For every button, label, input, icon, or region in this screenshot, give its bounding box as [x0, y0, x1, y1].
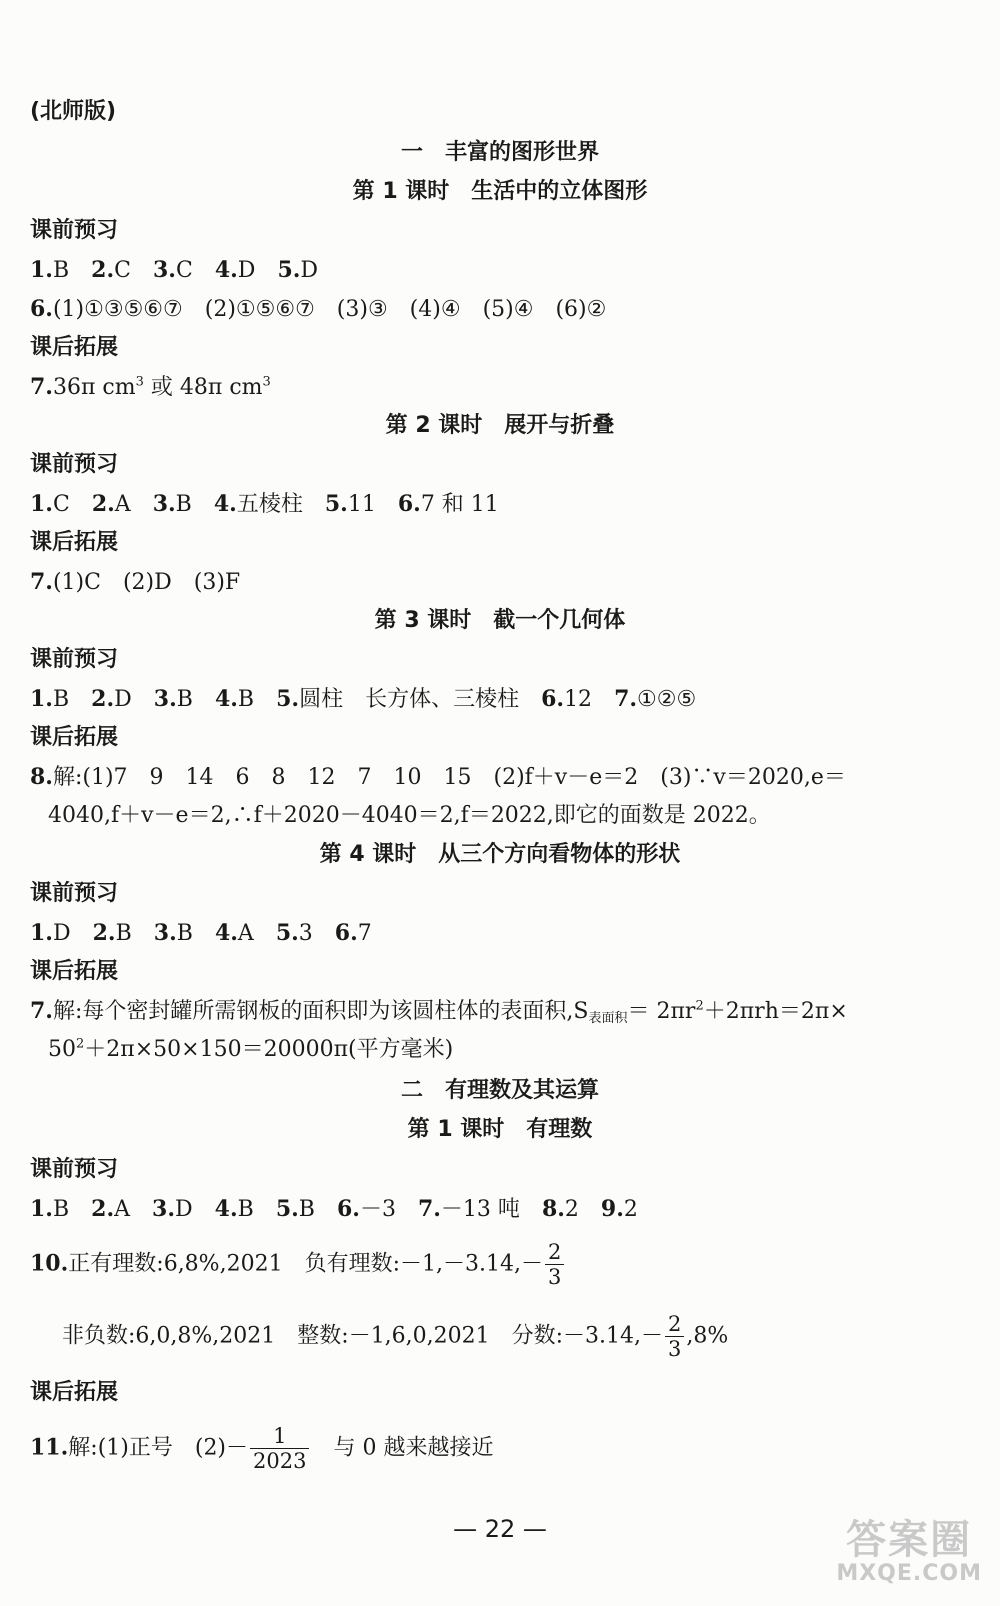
fraction: $\frac{1}{2023}$ [250, 1424, 309, 1473]
site-watermark: 答案圈 MXQE.COM [836, 1517, 982, 1586]
answer-row-continued: $50^2+2\pi\times 50\times 150=20000\pi$(平方毫米) [48, 1036, 454, 1062]
section-pre-study: 课前预习 [30, 218, 119, 243]
fraction: $\frac{2}{3}$ [545, 1240, 564, 1289]
answer-row-continued: 4040,f＋v－e＝2,∴f＋2020－4040＝2,f＝2022,即它的面数是 2022。 [48, 803, 771, 828]
answer-row: 1.B 2.A 3.D 4.B 5.B 6.－3 7.－13 吨 8.2 9.2 [30, 1196, 638, 1222]
answer-row: 7.解:每个密封罐所需钢板的面积即为该圆柱体的表面积$,S_{表面积}= 2\pi r^2+2\pi rh=2\pi\times$ [30, 998, 848, 1026]
answer-row: 10.正有理数:6,8%,2021 负有理数:－1,－3.14,－ $\frac{2}{3}$ [30, 1240, 566, 1289]
answer-row: 1.B 2.C 3.C 4.D 5.D [30, 257, 319, 283]
lesson-title: 第 4 课时 从三个方向看物体的形状 [319, 842, 681, 867]
edition-label: (北师版) [30, 99, 117, 124]
fraction: $\frac{2}{3}$ [665, 1312, 684, 1361]
answer-row: 7.36π $cm^3$ 或 48π $cm^3$ [30, 374, 271, 400]
lesson-title: 第 1 课时 生活中的立体图形 [352, 179, 648, 204]
section-post-extension: 课后拓展 [30, 335, 119, 360]
answer-row: 7.(1)C (2)D (3)F [30, 569, 241, 595]
chapter-2-title: 二 有理数及其运算 [400, 1078, 599, 1103]
answer-row: 8.解:(1)7 9 14 6 8 12 7 10 15 (2)f＋v－e＝2 (3)∵v＝2020,e＝ [30, 764, 846, 790]
section-pre-study: 课前预习 [30, 881, 119, 906]
section-post-extension: 课后拓展 [30, 959, 119, 984]
lesson-title: 第 3 课时 截一个几何体 [374, 608, 626, 633]
answer-row-continued: 非负数:6,0,8%,2021 整数:－1,6,0,2021 分数:－3.14,－ $\frac{2}{3}$ ,8% [62, 1312, 729, 1361]
answer-row: 11.解:(1)正号 (2)－ $\frac{1}{2023}$ 与 0 越来越接近 [30, 1424, 494, 1473]
lesson-title: 第 1 课时 有理数 [407, 1117, 593, 1142]
page-number: — 22 — [453, 1515, 547, 1543]
section-post-extension: 课后拓展 [30, 725, 119, 750]
section-post-extension: 课后拓展 [30, 1380, 119, 1405]
section-pre-study: 课前预习 [30, 647, 119, 672]
answer-row: 1.C 2.A 3.B 4.五棱柱 5.11 6.7 和 11 [30, 491, 499, 517]
answer-row: 1.B 2.D 3.B 4.B 5.圆柱 长方体、三棱柱 6.12 7.①②⑤ [30, 686, 697, 712]
lesson-title: 第 2 课时 展开与折叠 [385, 413, 615, 438]
answer-row: 6.(1)①③⑤⑥⑦ (2)①⑤⑥⑦ (3)③ (4)④ (5)④ (6)② [30, 296, 607, 322]
section-pre-study: 课前预习 [30, 1157, 119, 1182]
section-pre-study: 课前预习 [30, 452, 119, 477]
answer-row: 1.D 2.B 3.B 4.A 5.3 6.7 [30, 920, 372, 946]
chapter-1-title: 一 丰富的图形世界 [400, 140, 599, 165]
section-post-extension: 课后拓展 [30, 530, 119, 555]
